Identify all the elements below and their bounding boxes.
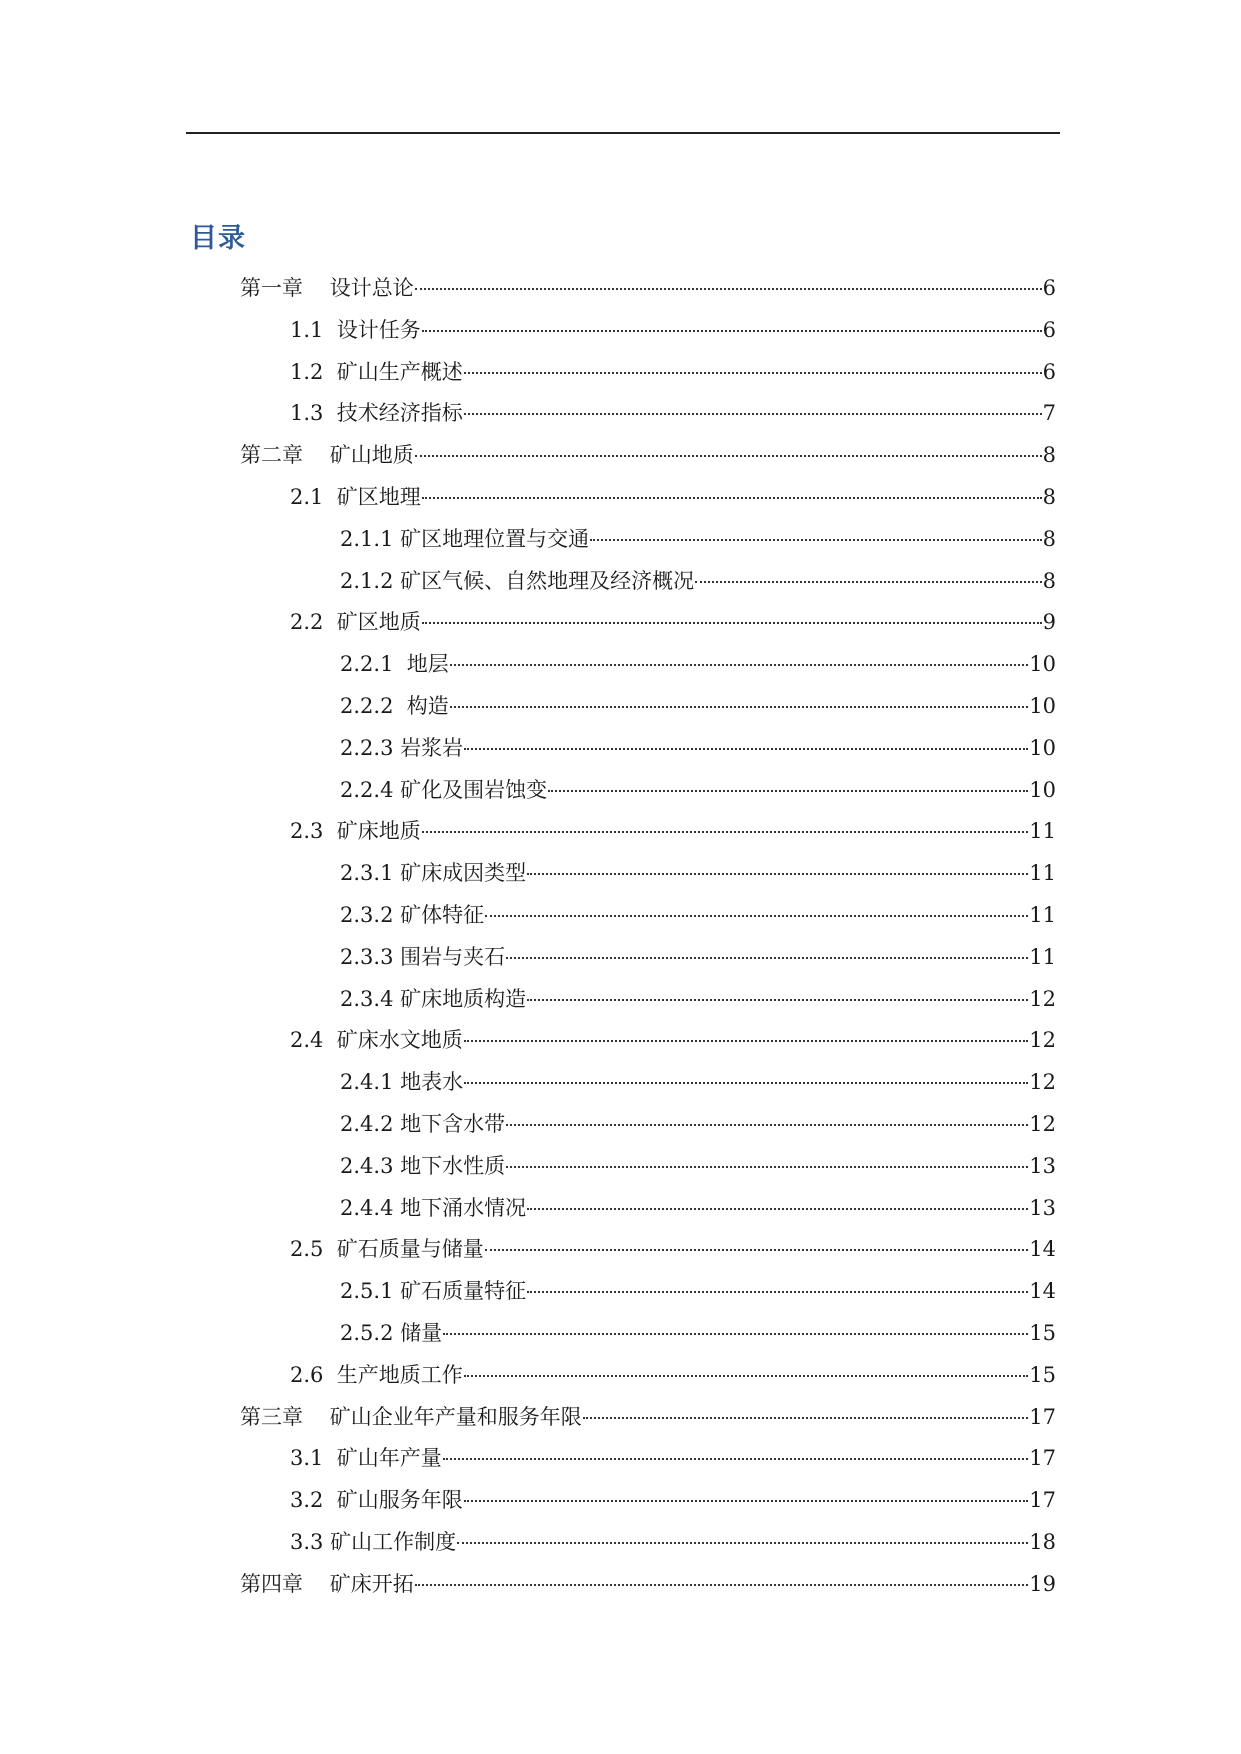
toc-entry-label: 2.5 矿石质量与储量 xyxy=(290,1237,484,1262)
toc-entry[interactable] xyxy=(340,981,1056,1017)
toc-entry-label: 1.3 技术经济指标 xyxy=(290,401,463,426)
toc-page-number: 9 xyxy=(1042,610,1056,635)
toc-entry[interactable] xyxy=(290,604,1056,640)
toc-dot-leader xyxy=(415,455,1042,457)
toc-entry[interactable] xyxy=(340,1190,1056,1226)
toc-entry[interactable] xyxy=(290,1022,1056,1058)
toc-entry-label: 2.3 矿床地质 xyxy=(290,819,421,844)
toc-entry-label: 3.3 矿山工作制度 xyxy=(290,1530,457,1554)
toc-entry-label: 2.3.1 矿床成因类型 xyxy=(340,861,527,886)
toc-entry[interactable] xyxy=(240,437,1056,473)
toc-entry[interactable] xyxy=(340,939,1056,975)
toc-page-number: 8 xyxy=(1042,568,1056,593)
toc-page-number: 18 xyxy=(1029,1530,1056,1554)
toc-dot-leader xyxy=(422,497,1042,499)
toc-page-number: 8 xyxy=(1042,443,1056,468)
toc-entry-label: 2.2.1 地层 xyxy=(340,652,449,677)
toc-dot-leader xyxy=(590,539,1042,541)
toc-page-number: 13 xyxy=(1029,1153,1056,1178)
toc-page-number: 17 xyxy=(1029,1446,1056,1471)
toc-entry[interactable] xyxy=(290,312,1056,348)
toc-entry-label: 2.5.2 储量 xyxy=(340,1321,443,1345)
toc-entry-label: 2.2.4 矿化及围岩蚀变 xyxy=(340,777,548,802)
toc-entry-label: 2.4.3 地下水性质 xyxy=(340,1153,506,1178)
toc-page-number: 11 xyxy=(1029,861,1056,886)
toc-dot-leader xyxy=(527,999,1028,1001)
toc-entry[interactable] xyxy=(290,1357,1056,1393)
toc-dot-leader xyxy=(548,790,1028,792)
toc-entry[interactable] xyxy=(340,1273,1056,1309)
toc-entry-label: 第三章 矿山企业年产量和服务年限 xyxy=(240,1404,582,1429)
toc-page-number: 10 xyxy=(1029,735,1056,760)
toc-entry-label: 2.3.2 矿体特征 xyxy=(340,903,485,927)
toc-page-number: 17 xyxy=(1029,1488,1056,1513)
toc-entry-label: 2.3.4 矿床地质构造 xyxy=(340,986,527,1011)
toc-title: 目录 xyxy=(190,223,246,254)
toc-page-number: 10 xyxy=(1029,694,1056,718)
toc-page-number: 10 xyxy=(1029,652,1056,677)
toc-dot-leader xyxy=(422,330,1042,332)
toc-dot-leader xyxy=(464,1375,1029,1377)
toc-page-number: 12 xyxy=(1029,986,1056,1011)
toc-page-number: 6 xyxy=(1042,359,1056,384)
toc-dot-leader xyxy=(506,1124,1028,1126)
toc-entry-label: 2.2.3 岩浆岩 xyxy=(340,735,464,760)
toc-entry-label: 2.1.1 矿区地理位置与交通 xyxy=(340,526,590,551)
toc-entry-label: 2.4.4 地下涌水情况 xyxy=(340,1195,527,1220)
toc-entry-label: 1.1 设计任务 xyxy=(290,317,421,342)
toc-page-number: 7 xyxy=(1042,401,1056,426)
toc-entry[interactable] xyxy=(290,1231,1056,1267)
toc-entry[interactable] xyxy=(290,813,1056,849)
toc-dot-leader xyxy=(485,1249,1029,1251)
toc-entry[interactable] xyxy=(340,688,1056,724)
toc-page-number: 6 xyxy=(1042,317,1056,342)
toc-dot-leader xyxy=(506,957,1028,959)
toc-dot-leader xyxy=(583,1417,1029,1419)
toc-entry-label: 第一章 设计总论 xyxy=(240,276,414,300)
toc-page-number: 13 xyxy=(1029,1195,1056,1220)
toc-page-number: 15 xyxy=(1029,1362,1056,1387)
toc-dot-leader xyxy=(464,413,1042,415)
toc-entry-label: 2.6 生产地质工作 xyxy=(290,1362,463,1387)
toc-entry[interactable] xyxy=(340,521,1056,557)
toc-dot-leader xyxy=(506,1166,1028,1168)
toc-entry-label: 2.5.1 矿石质量特征 xyxy=(340,1279,527,1304)
header-rule xyxy=(186,132,1060,134)
toc-entry-label: 2.2 矿区地质 xyxy=(290,610,421,635)
toc-entry[interactable] xyxy=(340,772,1056,808)
toc-entry-label: 第二章 矿山地质 xyxy=(240,443,414,468)
toc-entry-label: 2.4.1 地表水 xyxy=(340,1070,464,1095)
toc-entry[interactable] xyxy=(340,1148,1056,1184)
toc-page-number: 12 xyxy=(1029,1028,1056,1053)
toc-entry[interactable] xyxy=(340,563,1056,599)
toc-dot-leader xyxy=(464,1500,1029,1502)
toc-entry[interactable] xyxy=(290,479,1056,515)
toc-dot-leader xyxy=(464,748,1028,750)
toc-entry[interactable] xyxy=(290,354,1056,390)
toc-page-number: 12 xyxy=(1029,1070,1056,1095)
toc-entry-label: 1.2 矿山生产概述 xyxy=(290,359,463,384)
toc-dot-leader xyxy=(422,622,1042,624)
toc-entry[interactable] xyxy=(240,270,1056,306)
toc-dot-leader xyxy=(415,1584,1029,1586)
toc-entry[interactable] xyxy=(340,1315,1056,1351)
toc-dot-leader xyxy=(464,1082,1028,1084)
toc-page-number: 11 xyxy=(1029,819,1056,844)
toc-page-number: 12 xyxy=(1029,1112,1056,1136)
toc-dot-leader xyxy=(527,1291,1028,1293)
toc-entry[interactable] xyxy=(340,855,1056,891)
toc-page-number: 15 xyxy=(1029,1321,1056,1345)
toc-entry-label: 2.1 矿区地理 xyxy=(290,485,421,509)
toc-entry[interactable] xyxy=(340,1106,1056,1142)
toc-entry-label: 2.2.2 构造 xyxy=(340,694,449,718)
toc-entry[interactable] xyxy=(290,395,1056,431)
toc-page-number: 14 xyxy=(1029,1237,1056,1262)
toc-page-number: 11 xyxy=(1029,944,1056,969)
toc-dot-leader xyxy=(527,1208,1028,1210)
toc-dot-leader xyxy=(450,664,1028,666)
toc-dot-leader xyxy=(457,1542,1028,1544)
toc-entry-label: 3.2 矿山服务年限 xyxy=(290,1488,463,1513)
toc-page-number: 8 xyxy=(1042,526,1056,551)
toc-page-number: 10 xyxy=(1029,777,1056,802)
toc-page-number: 8 xyxy=(1042,485,1056,509)
toc-page-number: 11 xyxy=(1029,903,1056,927)
toc-entry[interactable] xyxy=(340,730,1056,766)
toc-dot-leader xyxy=(695,581,1042,583)
toc-dot-leader xyxy=(443,1333,1028,1335)
toc-page-number: 19 xyxy=(1029,1571,1056,1596)
toc-dot-leader xyxy=(464,372,1042,374)
toc-entry[interactable] xyxy=(290,1482,1056,1518)
toc-entry-label: 2.4.2 地下含水带 xyxy=(340,1112,506,1136)
toc-dot-leader xyxy=(443,1458,1029,1460)
toc-entry-label: 2.1.2 矿区气候、自然地理及经济概况 xyxy=(340,568,695,593)
toc-page-number: 6 xyxy=(1042,276,1056,300)
toc-dot-leader xyxy=(485,915,1028,917)
toc-entry-label: 第四章 矿床开拓 xyxy=(240,1571,414,1596)
toc-entry-label: 2.4 矿床水文地质 xyxy=(290,1028,463,1053)
toc-dot-leader xyxy=(527,873,1028,875)
toc-dot-leader xyxy=(415,288,1042,290)
toc-entry[interactable] xyxy=(290,1440,1056,1476)
toc-entry[interactable] xyxy=(340,897,1056,933)
toc-entry[interactable] xyxy=(340,1064,1056,1100)
toc-entry[interactable] xyxy=(240,1399,1056,1435)
toc-entry[interactable] xyxy=(340,646,1056,682)
toc-dot-leader xyxy=(422,831,1029,833)
toc-page-number: 14 xyxy=(1029,1279,1056,1304)
toc-dot-leader xyxy=(464,1040,1029,1042)
toc-dot-leader xyxy=(450,706,1028,708)
toc-entry[interactable] xyxy=(290,1524,1056,1560)
toc-entry-label: 3.1 矿山年产量 xyxy=(290,1446,442,1471)
toc-entry[interactable] xyxy=(240,1566,1056,1602)
toc-page-number: 17 xyxy=(1029,1404,1056,1429)
toc-entry-label: 2.3.3 围岩与夹石 xyxy=(340,944,506,969)
